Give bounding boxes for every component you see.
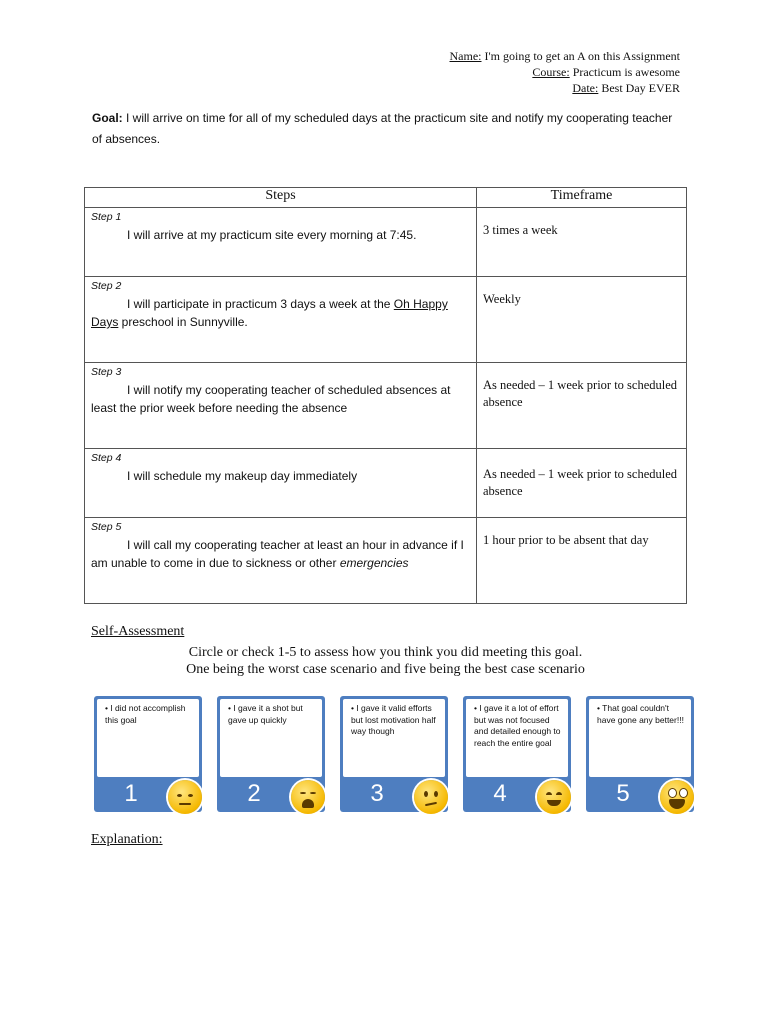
self-assessment-title: Self-Assessment [91, 624, 185, 639]
preschool-name: Oh Happy Days [91, 297, 448, 329]
table-row [85, 277, 687, 363]
rating-card-4[interactable] [463, 696, 571, 812]
step-number: Step 2 [91, 280, 122, 292]
timeframe-text: 1 hour prior to be absent that day [483, 533, 649, 547]
rating-card-5[interactable] [586, 696, 694, 812]
table-row [85, 518, 687, 604]
confused-face-icon [414, 780, 448, 814]
rating-card-1[interactable] [94, 696, 202, 812]
goal-label: Goal: [92, 111, 123, 125]
rating-number: 5 [616, 780, 630, 807]
rating-card-2[interactable] [217, 696, 325, 812]
angry-face-icon [168, 780, 202, 814]
rating-description: • I gave it a lot of effort but was not focused and detailed enough to reach the entire goal [474, 703, 561, 748]
step-number: Step 4 [91, 452, 122, 464]
course-line: Course: Practicum is awesome [532, 65, 680, 79]
step-text: I will participate in practicum 3 days a week at the Oh Happy Days preschool in Sunnyville. [91, 297, 448, 329]
explanation-label: Explanation: [91, 832, 163, 847]
step-number: Step 5 [91, 521, 122, 533]
name-line: Name: I'm going to get an A on this Assignment [449, 49, 680, 63]
table-header-row [85, 188, 687, 208]
table-row [85, 208, 687, 277]
table-row [85, 449, 687, 518]
rating-description: • I did not accomplish this goal [105, 703, 186, 725]
steps-header: Steps [85, 188, 477, 208]
goal-text: I will arrive on time for all of my scheduled days at the practicum site and notify my cooperating teacher of absences. [92, 111, 673, 146]
rating-number: 4 [493, 780, 507, 807]
weary-face-icon [291, 780, 325, 814]
timeframe-text: Weekly [483, 292, 521, 306]
date-line: Date: Best Day EVER [572, 81, 680, 95]
rating-number: 3 [370, 780, 384, 807]
grinning-face-icon [660, 780, 694, 814]
step-text: I will notify my cooperating teacher of scheduled absences at least the prior week before needing the absence [91, 383, 451, 415]
step-cell [85, 518, 477, 604]
timeframe-text: As needed – 1 week prior to scheduled absence [483, 467, 678, 498]
step-text: I will call my cooperating teacher at least an hour in advance if I am unable to come in due to sickness or other emergencies [91, 538, 464, 570]
step-cell [85, 208, 477, 277]
rating-description: • That goal couldn't have gone any better!!! [597, 703, 684, 725]
step-cell [85, 277, 477, 363]
rating-card-3[interactable] [340, 696, 448, 812]
timeframe-cell [477, 518, 687, 604]
goal-statement [92, 108, 682, 150]
table-row [85, 363, 687, 449]
step-text: I will schedule my makeup day immediately [127, 469, 358, 483]
timeframe-header: Timeframe [477, 188, 687, 208]
rating-description: • I gave it a shot but gave up quickly [228, 703, 303, 725]
timeframe-text: 3 times a week [483, 223, 558, 237]
step-number: Step 3 [91, 366, 122, 378]
timeframe-cell [477, 363, 687, 449]
timeframe-cell [477, 208, 687, 277]
step-cell [85, 449, 477, 518]
steps-table [84, 187, 687, 604]
rating-description: • I gave it valid efforts but lost motivation half way though [351, 703, 436, 736]
timeframe-text: As needed – 1 week prior to scheduled absence [483, 378, 678, 409]
timeframe-cell [477, 277, 687, 363]
rating-number: 2 [247, 780, 261, 807]
smiling-face-icon [537, 780, 571, 814]
header-block [450, 48, 681, 96]
timeframe-cell [477, 449, 687, 518]
rating-number: 1 [124, 780, 138, 807]
self-assessment-instructions: Circle or check 1-5 to assess how you think you did meeting this goal. One being the worst case scenario and five being the best case scenario [186, 645, 585, 677]
step-text: I will arrive at my practicum site every morning at 7:45. [127, 228, 417, 242]
step-number: Step 1 [91, 211, 122, 223]
step-cell [85, 363, 477, 449]
